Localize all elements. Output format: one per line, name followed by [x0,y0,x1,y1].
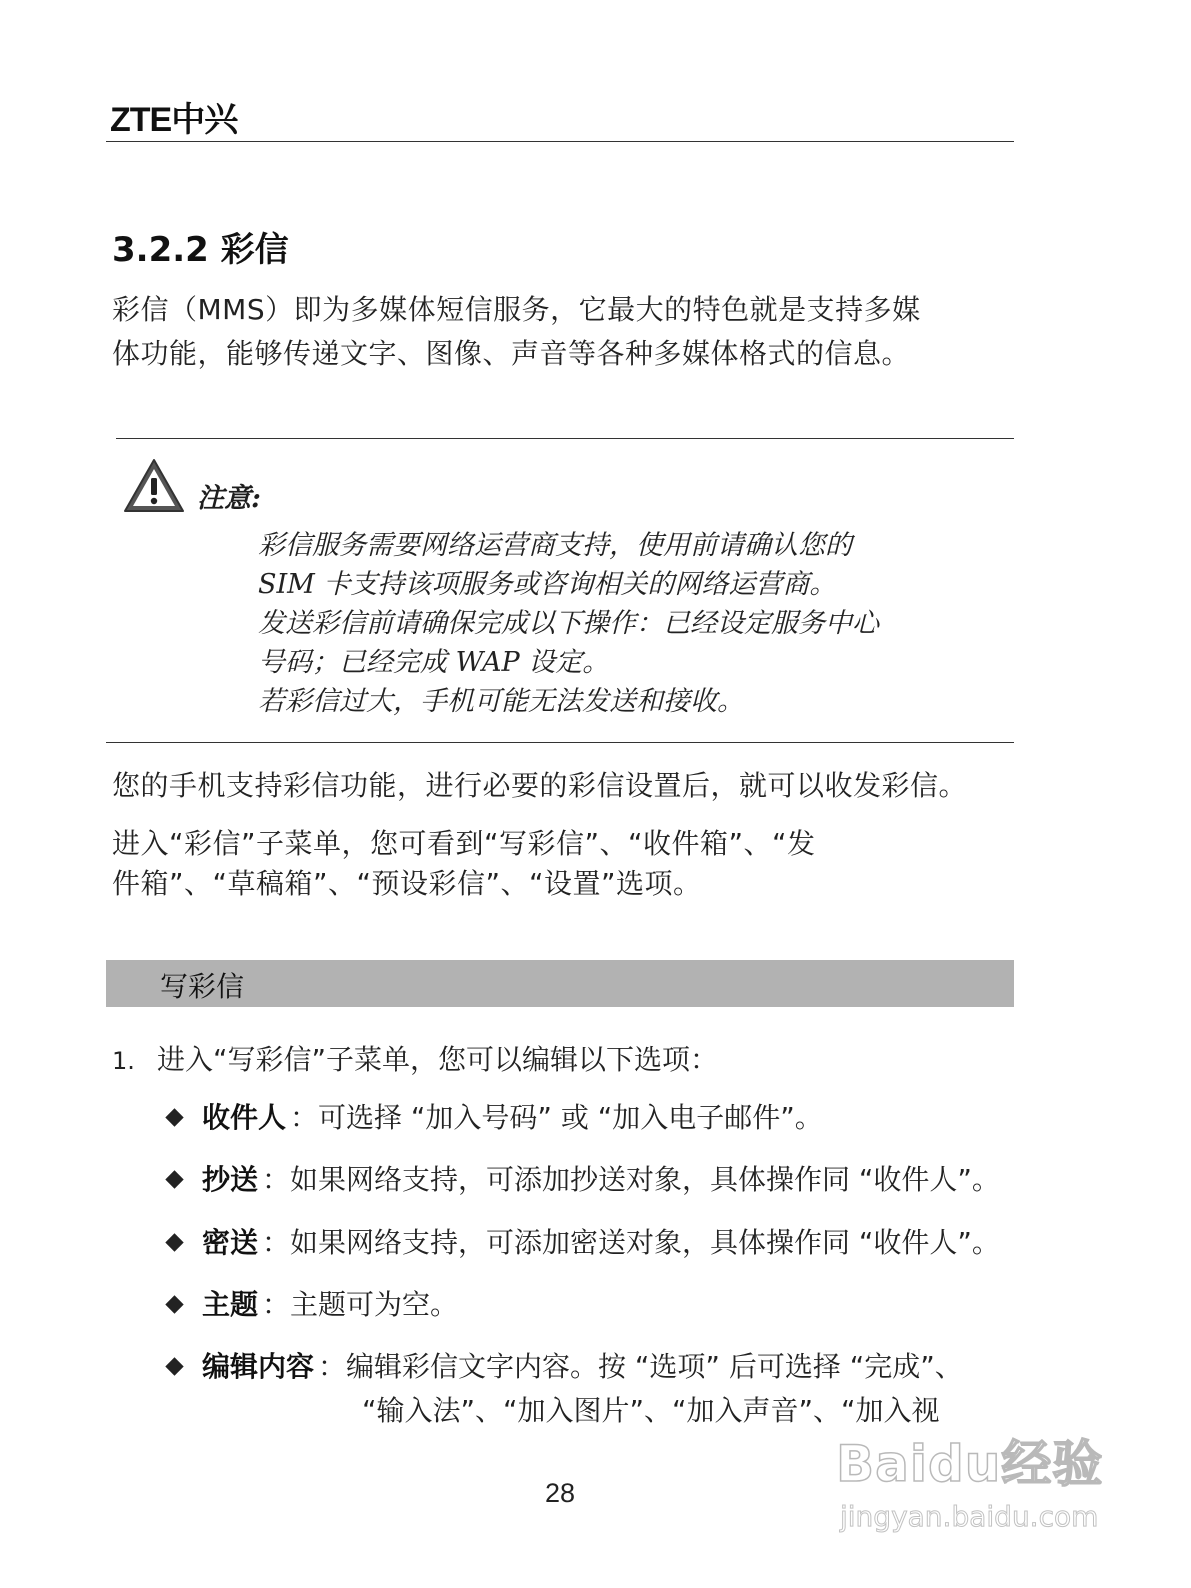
watermark-brand: Baidu经验 [836,1435,1104,1493]
note-list [258,526,1018,721]
bullet-desc: ：主题可为空。 [262,1288,459,1321]
subsection-bar [106,960,1014,1007]
note-top-rule [116,438,1014,439]
bullet-term: 主题 [202,1288,259,1321]
warning-triangle-icon [123,458,185,514]
intro-line-2: 体功能，能够传递文字、图像、声音等各种多媒体格式的信息。 [112,337,911,370]
bullet-desc: ：可选择 “加入号码” 或 “加入电子邮件”。 [290,1101,823,1134]
note-line-3: 发送彩信前请确保完成以下操作：已经设定服务中心 [258,608,879,639]
bullet-term: 抄送 [202,1163,259,1196]
diamond-bullet-icon [165,1357,183,1375]
bullet-desc: ：编辑彩信文字内容。按 “选项” 后可选择 “完成”、 [318,1350,963,1383]
step-number: 1. [112,1047,135,1075]
diamond-bullet-icon [165,1233,183,1251]
watermark-url: jingyan.baidu.com [840,1500,1099,1533]
step-1 [112,1038,718,1078]
note-title: 注意: [197,483,261,514]
bullet-desc-continued: “输入法”、“加入图片”、“加入声音”、“加入视 [362,1394,940,1427]
diamond-bullet-icon [165,1295,183,1313]
body-paragraph-2-line-1: 进入“彩信”子菜单，您可看到“写彩信”、“收件箱”、“发 [112,827,816,860]
page-number: 28 [544,1478,576,1508]
note-line-5: 若彩信过大，手机可能无法发送和接收。 [258,686,744,717]
subsection-title: 写彩信 [160,970,245,1003]
note-bottom-rule [106,742,1014,743]
baidu-watermark [836,1424,1126,1554]
note-line-4: 号码；已经完成 WAP 设定。 [258,647,610,678]
step-text: 进入“写彩信”子菜单，您可以编辑以下选项： [157,1043,719,1076]
bullet-desc: ：如果网络支持，可添加抄送对象，具体操作同 “收件人”。 [262,1163,1000,1196]
header-rule [106,141,1014,142]
diamond-bullet-icon [165,1170,183,1188]
body-paragraph-1: 您的手机支持彩信功能，进行必要的彩信设置后，就可以收发彩信。 [112,769,968,802]
bullet-term: 收件人 [202,1101,287,1134]
bullet-term: 密送 [202,1226,259,1259]
note-line-2: SIM 卡支持该项服务或咨询相关的网络运营商。 [258,569,837,600]
intro-line-1: 彩信（MMS）即为多媒体短信服务，它最大的特色就是支持多媒 [112,293,921,326]
diamond-bullet-icon [165,1108,183,1126]
bullet-term: 编辑内容 [202,1350,315,1383]
body-paragraph-2-line-2: 件箱”、“草稿箱”、“预设彩信”、“设置”选项。 [112,867,702,900]
bullet-desc: ：如果网络支持，可添加密送对象，具体操作同 “收件人”。 [262,1226,1000,1259]
note-line-1: 彩信服务需要网络运营商支持，使用前请确认您的 [258,530,852,561]
section-heading: 3.2.2 彩信 [112,230,289,270]
zte-logo: ZTE中兴 [110,101,238,139]
